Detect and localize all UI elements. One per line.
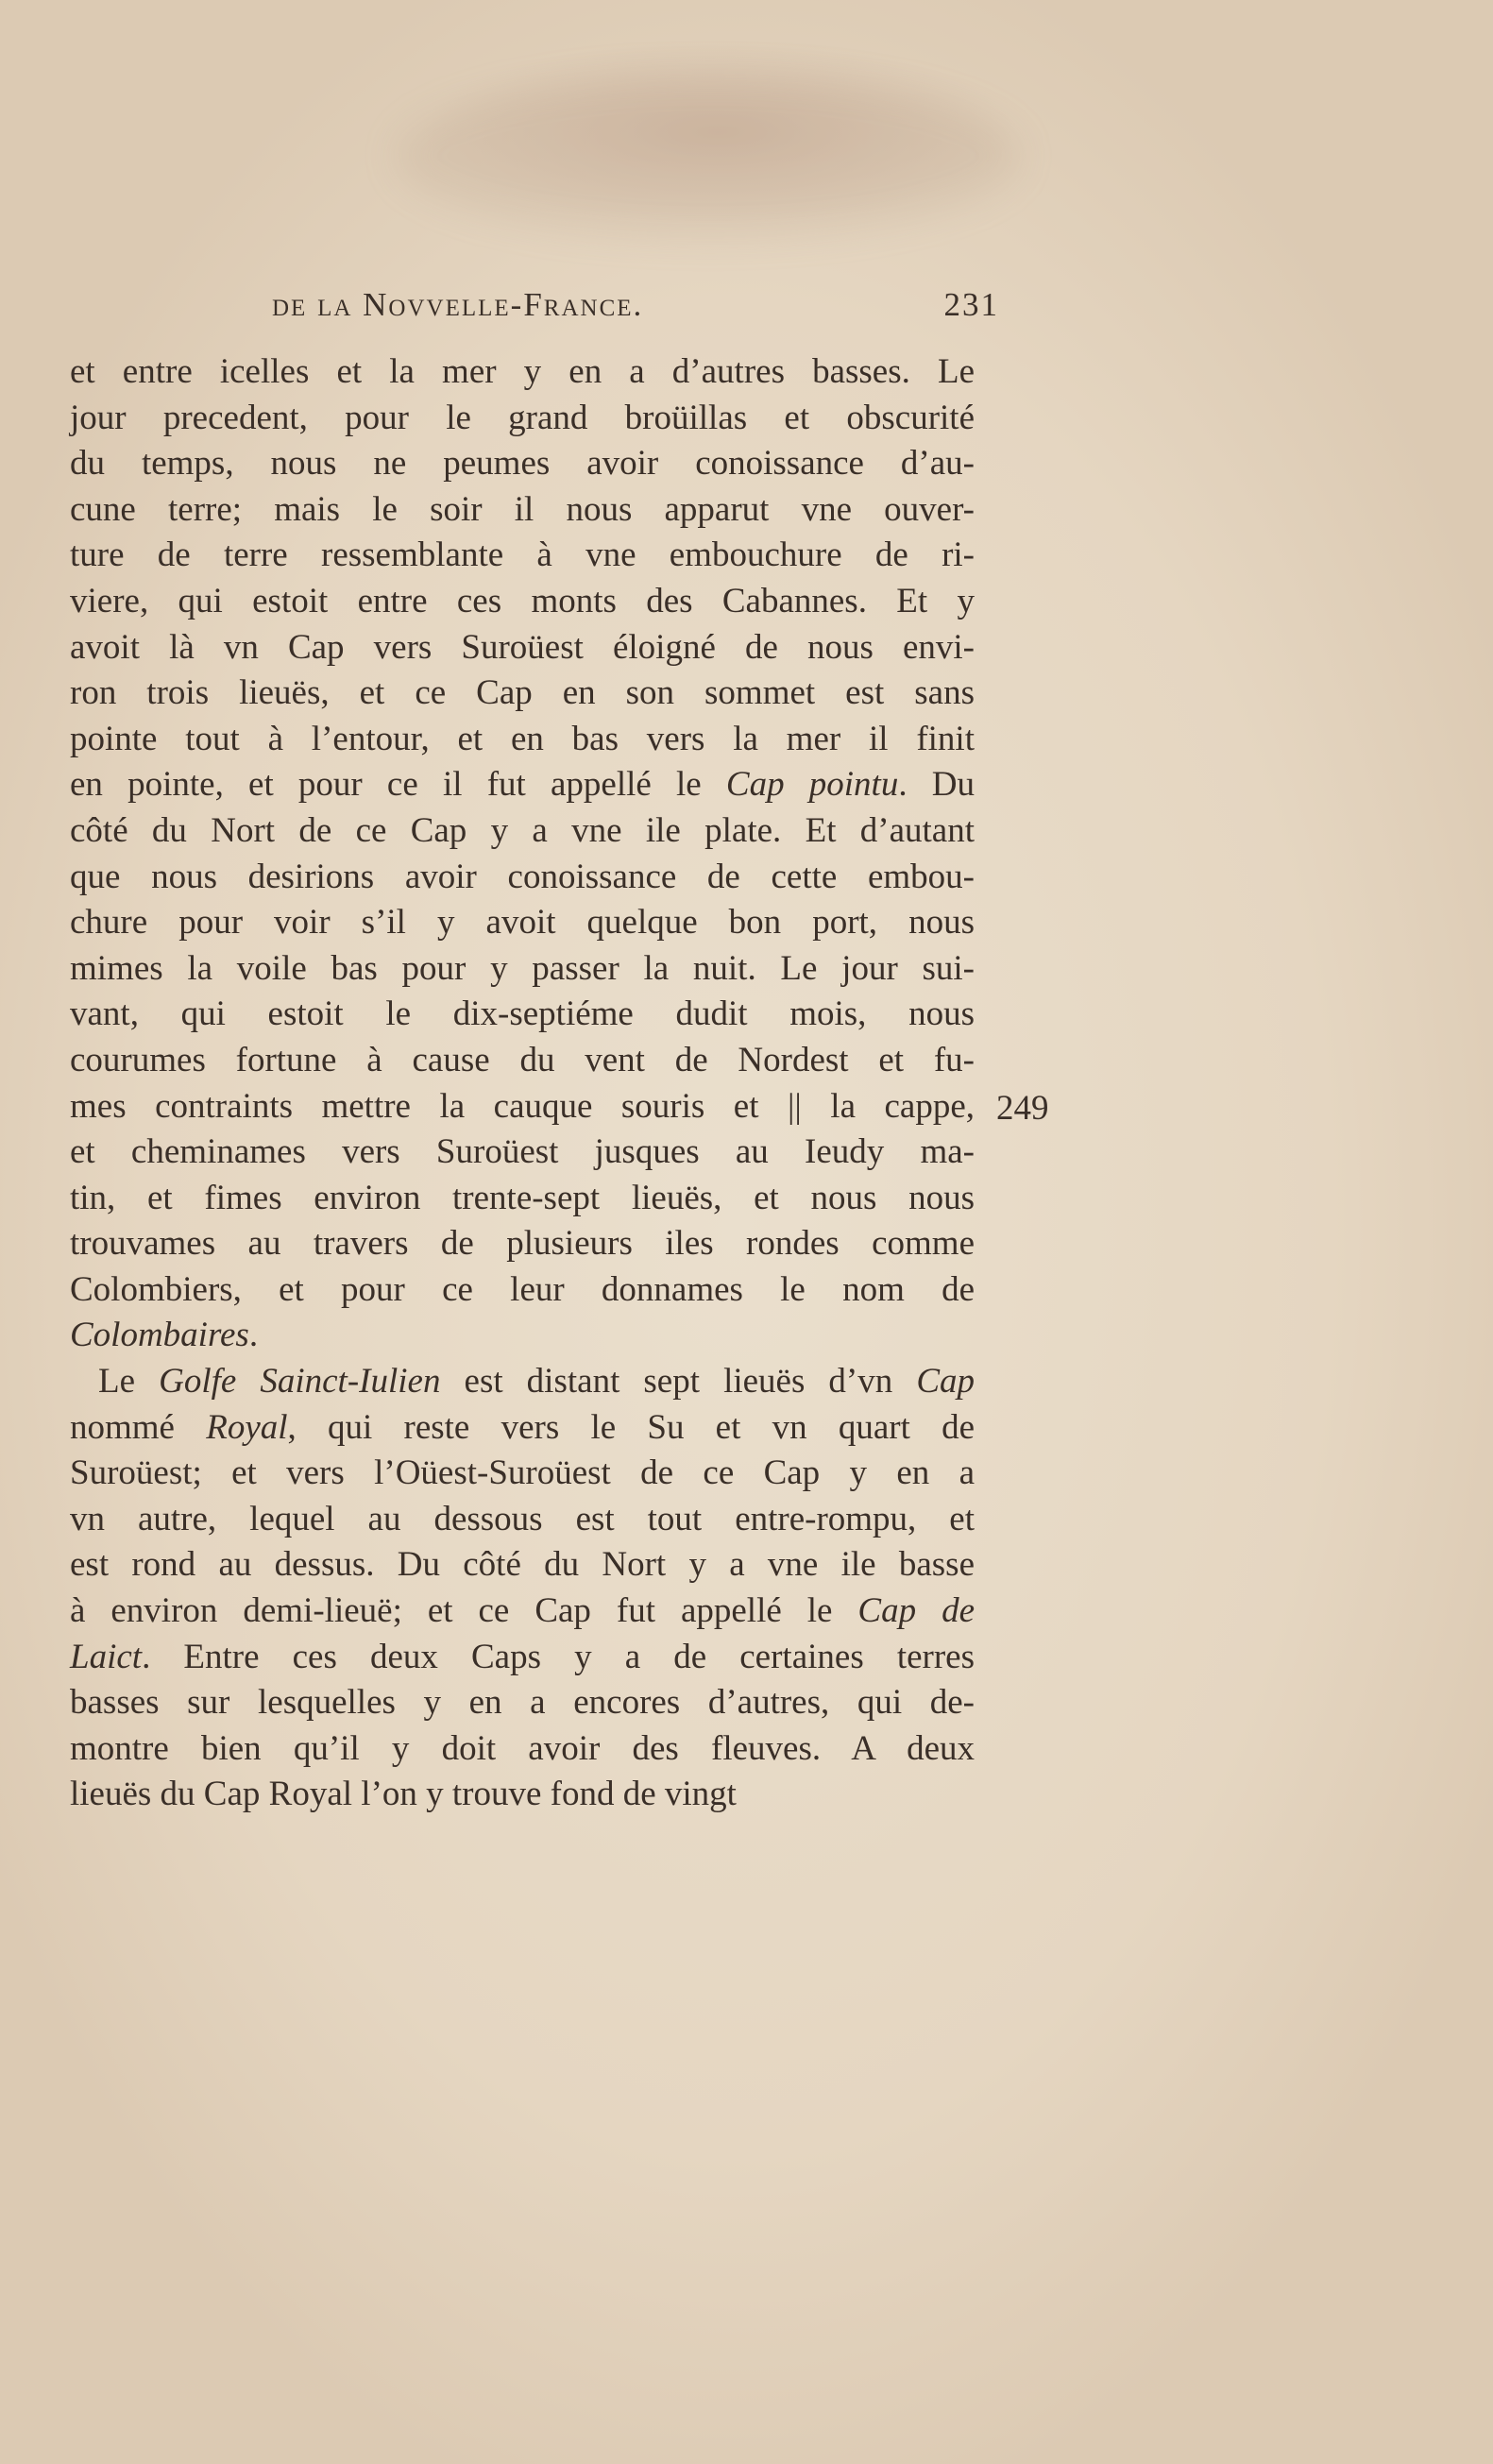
text-segment: du temps, nous ne peumes avoir conoissance d’au- xyxy=(70,444,975,484)
page-number: 231 xyxy=(943,286,999,323)
margin-page-reference: 249 xyxy=(996,1089,1049,1128)
text-line xyxy=(70,1589,975,1635)
text-line xyxy=(70,396,975,442)
text-line xyxy=(70,946,975,993)
running-title: de la Novvelle-France. xyxy=(272,286,644,323)
text-line xyxy=(70,1267,975,1314)
text-segment: trouvames au travers de plusieurs iles rondes comme xyxy=(70,1224,975,1264)
italic-text: Laict xyxy=(70,1637,143,1676)
text-segment: mimes la voile bas pour y passer la nuit. Le jour sui- xyxy=(70,948,975,988)
text-segment: en pointe, et pour ce il fut appellé le xyxy=(70,765,726,805)
text-line xyxy=(70,762,975,808)
text-line xyxy=(70,349,975,396)
italic-text: Cap xyxy=(916,1362,975,1402)
italic-text: Cap pointu xyxy=(725,765,899,805)
text-segment: basses sur lesquelles y en a encores d’autres, qui de- xyxy=(70,1683,975,1723)
text-segment: Le xyxy=(98,1362,160,1402)
italic-text: Golfe Sainct-Iulien xyxy=(159,1362,441,1402)
text-segment: pointe tout à l’entour, et en bas vers la mer il finit xyxy=(70,719,975,758)
text-segment: viere, qui estoit entre ces monts des Cabannes. Et y xyxy=(70,581,975,620)
text-segment: et entre icelles et la mer y en a d’autres basses. Le xyxy=(70,352,975,391)
text-line xyxy=(70,1313,975,1359)
text-segment: . xyxy=(248,1316,259,1355)
text-segment: et cheminames vers Suroüest jusques au Ieudy ma- xyxy=(70,1132,975,1172)
text-segment: à environ demi-lieuë; et ce Cap fut appellé le xyxy=(70,1591,858,1631)
italic-text: Colombaires xyxy=(70,1316,249,1355)
italic-text: Royal xyxy=(206,1407,288,1447)
text-segment: courumes fortune à cause du vent de Nordest et fu- xyxy=(70,1040,975,1079)
text-segment: vn autre, lequel au dessous est tout entre-rompu, et xyxy=(70,1499,975,1538)
text-line xyxy=(70,1221,975,1267)
text-segment: que nous desirions avoir conoissance de cette embou- xyxy=(70,857,975,896)
text-segment: . Du xyxy=(898,765,975,805)
text-segment: côté du Nort de ce Cap y a vne ile plate. Et d’autant xyxy=(70,810,975,850)
running-header xyxy=(272,286,999,335)
text-segment: tin, et fimes environ trente-sept lieuës, et nous nous xyxy=(70,1178,975,1217)
text-segment: lieuës du Cap Royal l’on y trouve fond de vingt xyxy=(70,1775,737,1814)
text-line xyxy=(70,625,975,671)
text-line xyxy=(70,1451,975,1497)
text-segment: ture de terre ressemblante à vne embouchure de ri- xyxy=(70,535,975,575)
text-line xyxy=(70,1497,975,1543)
text-line xyxy=(70,1084,975,1130)
text-line xyxy=(70,855,975,901)
text-segment: est distant sept lieuës d’vn xyxy=(440,1362,917,1402)
text-segment: jour precedent, pour le grand broüillas et obscurité xyxy=(70,398,975,437)
text-line xyxy=(70,1038,975,1084)
text-line xyxy=(70,1635,975,1681)
text-line xyxy=(70,900,975,946)
text-line xyxy=(70,441,975,487)
text-line xyxy=(70,1680,975,1726)
italic-text: Cap de xyxy=(857,1591,975,1631)
text-line xyxy=(70,1359,975,1405)
body-text xyxy=(70,349,975,1818)
text-segment: est rond au dessus. Du côté du Nort y a vne ile basse xyxy=(70,1545,975,1585)
text-segment: avoit là vn Cap vers Suroüest éloigné de nous envi- xyxy=(70,627,975,667)
text-segment: ron trois lieuës, et ce Cap en son sommet est sans xyxy=(70,673,975,713)
text-line xyxy=(70,579,975,625)
text-line xyxy=(70,1130,975,1176)
text-segment: . Entre ces deux Caps y a de certaines terres xyxy=(142,1637,975,1676)
text-segment: Suroüest; et vers l’Oüest-Suroüest de ce Cap y en a xyxy=(70,1453,975,1493)
text-segment: Colombiers, et pour ce leur donnames le nom de xyxy=(70,1269,975,1309)
text-segment: nommé xyxy=(70,1407,207,1447)
text-line xyxy=(70,1542,975,1589)
text-segment: , qui reste vers le Su et vn quart de xyxy=(287,1407,976,1447)
text-line xyxy=(70,1772,975,1818)
text-line xyxy=(70,671,975,717)
text-line xyxy=(70,1726,975,1773)
text-segment: cune terre; mais le soir il nous apparut vne ouver- xyxy=(70,489,975,529)
paper-stain xyxy=(397,76,1020,236)
text-line xyxy=(70,992,975,1038)
text-line xyxy=(70,717,975,763)
text-line xyxy=(70,1405,975,1452)
text-line xyxy=(70,487,975,534)
text-line xyxy=(70,1176,975,1222)
text-segment: montre bien qu’il y doit avoir des fleuves. A deux xyxy=(70,1728,975,1768)
text-segment: chure pour voir s’il y avoit quelque bon port, nous xyxy=(70,903,975,943)
text-line xyxy=(70,533,975,579)
text-line xyxy=(70,808,975,855)
text-segment: mes contraints mettre la cauque souris et || la cappe, xyxy=(70,1086,975,1126)
text-segment: vant, qui estoit le dix-septiéme dudit mois, nous xyxy=(70,994,975,1034)
